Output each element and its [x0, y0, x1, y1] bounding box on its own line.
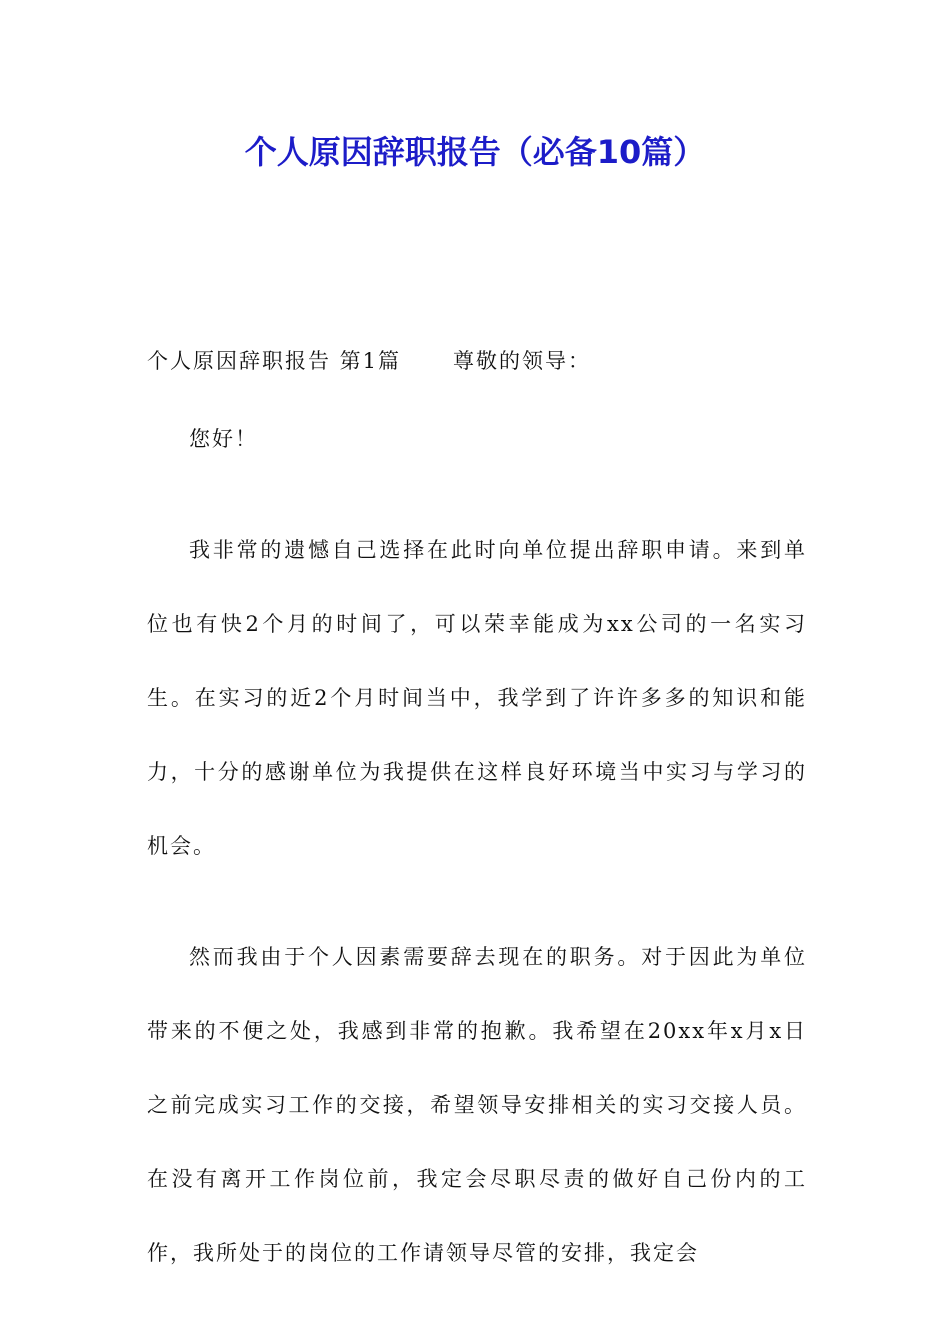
document-title: 个人原因辞职报告（必备10篇） — [244, 133, 706, 171]
section-heading: 个人原因辞职报告 第1篇 — [147, 349, 402, 373]
document-body — [147, 343, 807, 1290]
body-paragraph-2: 然而我由于个人因素需要辞去现在的职务。对于因此为单位带来的不便之处，我感到非常的抱歉。我希望在20xx年x月x日之前完成实习工作的交接，希望领导安排相关的实习交接人员。在没有离开工作岗位前，我定会尽职尽责的做好自己份内的工作，我所处于的岗位的工作请领导尽管的安排，我定会 — [147, 945, 807, 1265]
body-paragraph-1: 我非常的遗憾自己选择在此时向单位提出辞职申请。来到单位也有快2个月的时间了，可以荣幸能成为xx公司的一名实习生。在实习的近2个月时间当中，我学到了许许多多的知识和能力，十分的感谢单位为我提供在这样良好环境当中实习与学习的机会。 — [147, 538, 807, 858]
salutation: 尊敬的领导： — [453, 349, 592, 373]
greeting: 您好！ — [189, 427, 258, 451]
section-heading-line — [147, 343, 807, 380]
